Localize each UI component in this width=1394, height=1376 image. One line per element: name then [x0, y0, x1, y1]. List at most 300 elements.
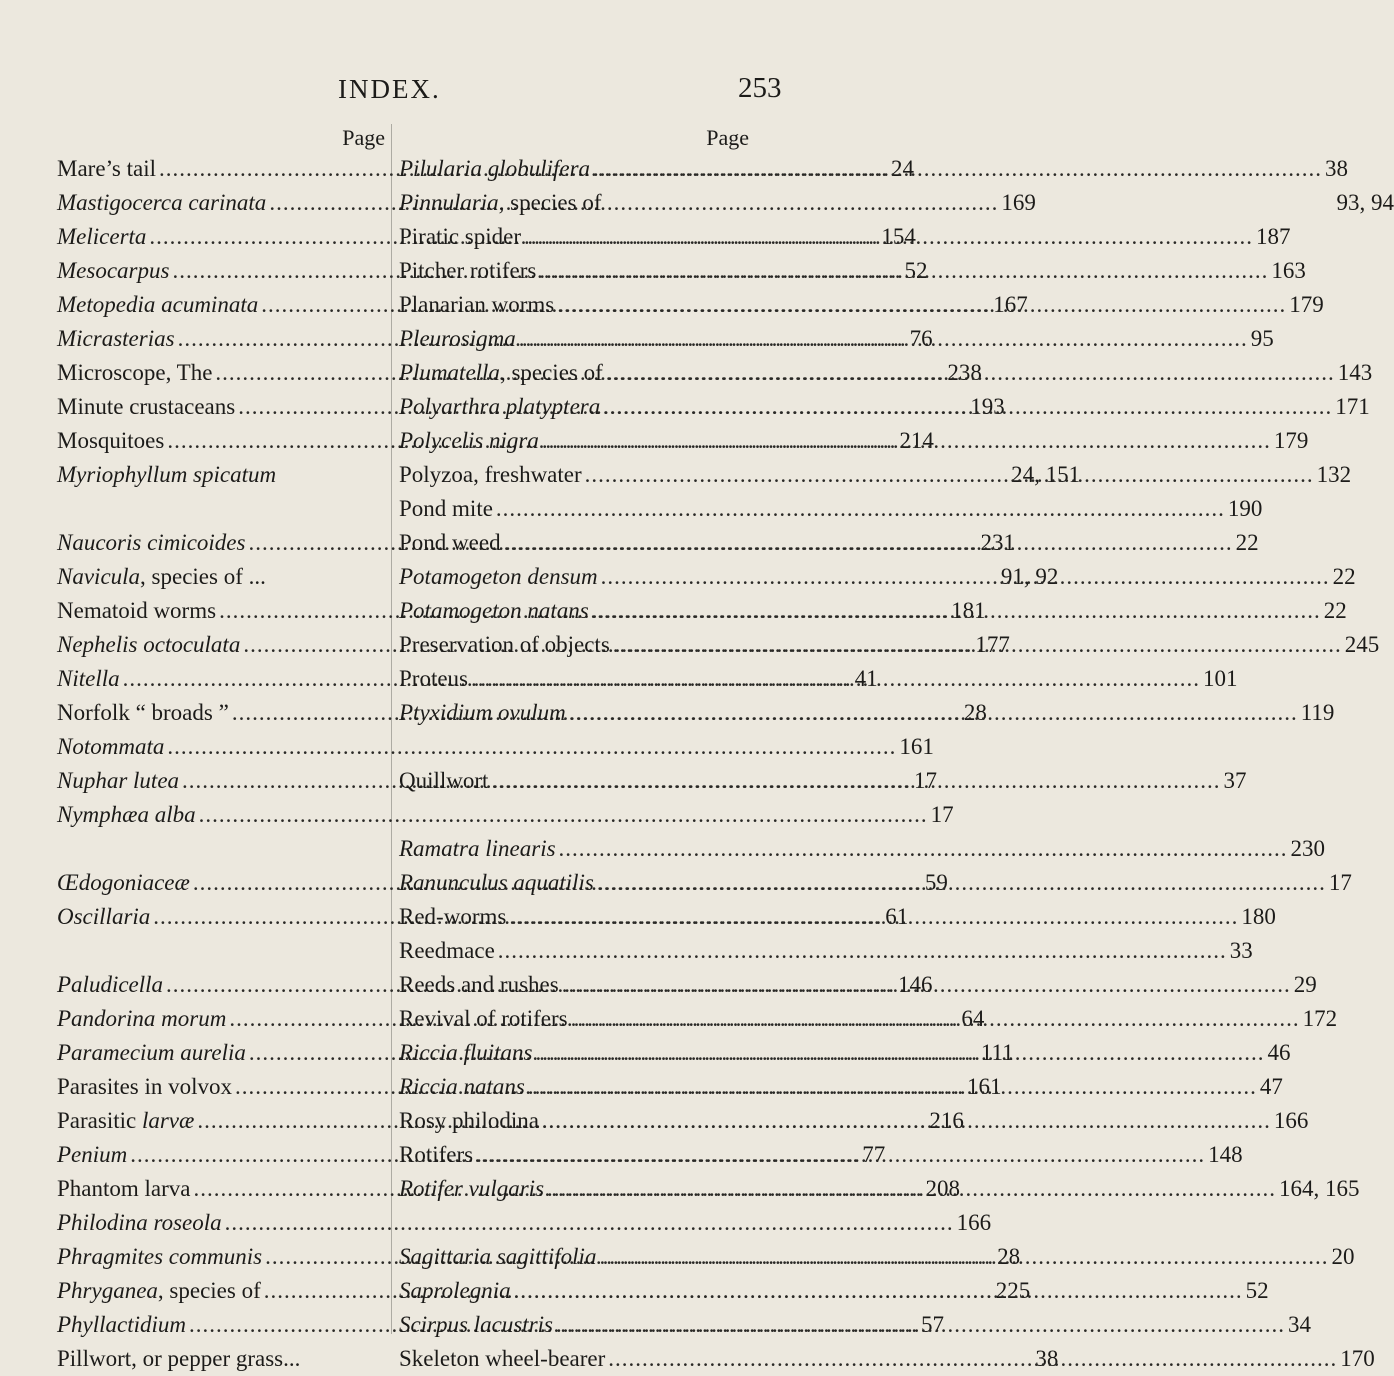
term-italic-text: Pinnularia — [399, 190, 499, 215]
index-entry — [57, 424, 385, 458]
term-italic-text: Micrasterias — [57, 326, 175, 351]
entry-term — [57, 1240, 262, 1274]
index-entry — [57, 1240, 385, 1274]
entry-term — [399, 288, 554, 322]
entry-page-number: 111 — [981, 1036, 1014, 1070]
leader-dots — [597, 866, 1326, 900]
entry-term — [57, 322, 175, 356]
entry-page-number: 214 — [899, 424, 934, 458]
entry-term — [57, 458, 276, 492]
index-entry — [57, 968, 385, 1002]
term-italic-text: Paludicella — [57, 972, 163, 997]
term-italic-text: Naucoris cimicoides — [57, 530, 245, 555]
index-entry — [399, 594, 749, 628]
entry-term — [57, 662, 120, 696]
term-text: Pond weed — [399, 530, 501, 555]
entry-page-number: 154 — [881, 220, 916, 254]
term-italic-text: Scirpus lacustris — [399, 1312, 553, 1337]
entry-term — [399, 458, 582, 492]
term-italic-text: Nephelis octoculata — [57, 632, 240, 657]
term-text: Piratic spider — [399, 224, 521, 249]
term-text: Reeds and rushes — [399, 972, 559, 997]
entry-term — [57, 356, 212, 390]
entry-page-number: 143 — [1338, 356, 1373, 390]
leader-dots — [496, 492, 1225, 526]
term-text: Reedmace — [399, 938, 495, 963]
index-entry — [399, 628, 749, 662]
entry-page-number: 38 — [1035, 1342, 1058, 1376]
entry-term — [57, 1070, 232, 1104]
term-italic-text: Nymphæa alba — [57, 802, 196, 827]
index-entry — [399, 662, 749, 696]
entry-page-number: 95 — [1251, 322, 1274, 356]
term-text: Nematoid worms — [57, 598, 216, 623]
index-entry — [399, 152, 749, 186]
entry-term — [57, 254, 169, 288]
entry-term — [57, 1172, 191, 1206]
entry-page-number: 245 — [1345, 628, 1380, 662]
index-entry — [57, 798, 385, 832]
term-text: Rosy philodina — [399, 1108, 539, 1133]
index-entry — [57, 764, 385, 798]
index-entry — [399, 900, 749, 934]
index-entry — [57, 220, 385, 254]
index-entry — [399, 288, 749, 322]
entry-page-number: 47 — [1260, 1070, 1283, 1104]
index-entry — [399, 356, 749, 390]
index-entry — [399, 492, 749, 526]
entry-page-number: 238 — [947, 356, 982, 390]
entry-term — [399, 492, 493, 526]
index-entry — [399, 322, 749, 356]
entry-page-number: 177 — [975, 628, 1010, 662]
index-entry — [57, 390, 385, 424]
index-entry — [57, 696, 385, 730]
entry-term — [399, 662, 468, 696]
leader-dots — [585, 458, 1314, 492]
index-entry — [57, 900, 385, 934]
index-entry — [399, 1104, 749, 1138]
leader-dots — [528, 1070, 1257, 1104]
term-italic-text: Mesocarpus — [57, 258, 169, 283]
index-entry — [57, 560, 385, 594]
entry-page-number: 180 — [1241, 900, 1276, 934]
leader-dots — [599, 1240, 1328, 1274]
term-text: Rotifers — [399, 1142, 473, 1167]
entry-term — [399, 254, 536, 288]
leader-dots — [476, 1138, 1205, 1172]
entry-page-number: 161 — [967, 1070, 1002, 1104]
term-italic-text: Potamogeton natans — [399, 598, 589, 623]
index-entry — [57, 458, 385, 492]
entry-term — [399, 968, 559, 1002]
entry-term — [57, 1036, 246, 1070]
entry-term — [399, 1070, 525, 1104]
entry-list — [57, 152, 385, 1376]
index-entry — [57, 1206, 385, 1240]
entry-term — [399, 152, 590, 186]
index-entry — [57, 1274, 385, 1308]
index-entry — [57, 288, 385, 322]
term-italic-text: Notommata — [57, 734, 164, 759]
index-entry — [57, 322, 385, 356]
entry-page-number: 33 — [1230, 934, 1253, 968]
leader-dots — [524, 220, 1253, 254]
entry-term — [57, 152, 156, 186]
index-entry — [399, 1138, 749, 1172]
term-italic-text: Polycelis nigra — [399, 428, 539, 453]
leader-dots — [569, 696, 1298, 730]
term-italic-text: Paramecium aurelia — [57, 1040, 246, 1065]
entry-page-number: 93, 94 — [1337, 186, 1394, 220]
entry-term — [399, 696, 566, 730]
term-italic-text: Phyllactidium — [57, 1312, 186, 1337]
entry-page-number: 17 — [914, 764, 937, 798]
entry-term — [57, 1342, 300, 1376]
entry-term — [399, 1036, 533, 1070]
entry-page-number: 171 — [1335, 390, 1370, 424]
entry-term — [399, 1274, 511, 1308]
entry-page-number: 46 — [1268, 1036, 1291, 1070]
entry-term — [57, 1274, 261, 1308]
index-entry — [399, 220, 749, 254]
entry-page-number: 132 — [1317, 458, 1352, 492]
index-entry — [57, 1308, 385, 1342]
term-italic-text: Pilularia globulifera — [399, 156, 590, 181]
entry-term — [399, 900, 506, 934]
leader-dots — [542, 1104, 1271, 1138]
entry-page-number: 24, 151 — [1011, 458, 1080, 492]
leader-dots — [562, 968, 1291, 1002]
entry-list — [399, 152, 749, 1376]
entry-page-number: 166 — [1274, 1104, 1309, 1138]
index-entry — [399, 1274, 749, 1308]
entry-page-number: 231 — [980, 526, 1015, 560]
term-italic-text: Œdogoniaceæ — [57, 870, 190, 895]
entry-page-number: 29 — [1294, 968, 1317, 1002]
entry-page-number: 52 — [1246, 1274, 1269, 1308]
leader-dots — [542, 424, 1271, 458]
entry-term — [57, 1206, 222, 1240]
entry-term — [399, 322, 516, 356]
page-number: 253 — [738, 72, 782, 105]
term-italic-text: Pleurosigma — [399, 326, 516, 351]
leader-dots — [592, 594, 1321, 628]
leader-dots — [536, 1036, 1265, 1070]
entry-term — [399, 356, 603, 390]
term-text: Planarian worms — [399, 292, 554, 317]
entry-page-number: 119 — [1301, 696, 1335, 730]
leader-dots — [509, 900, 1238, 934]
entry-term — [399, 220, 521, 254]
leader-dots — [471, 662, 1200, 696]
index-entry — [399, 764, 749, 798]
leader-dots — [557, 288, 1286, 322]
term-italic-text: Myriophyllum spicatum — [57, 462, 276, 487]
entry-page-number: 57 — [921, 1308, 944, 1342]
entry-term — [57, 730, 164, 764]
term-italic-text: Plumatella — [399, 360, 500, 385]
term-italic-text: larvæ — [142, 1108, 194, 1133]
entry-page-number: 28 — [964, 696, 987, 730]
entry-page-number: 22 — [1333, 560, 1356, 594]
entry-page-number: 24 — [891, 152, 914, 186]
term-text: Mosquitoes — [57, 428, 164, 453]
entry-term — [399, 866, 594, 900]
entry-page-number: 101 — [1203, 662, 1238, 696]
term-italic-text: Ptyxidium ovulum — [399, 700, 566, 725]
term-italic-text: Pandorina morum — [57, 1006, 226, 1031]
term-italic-text: Phragmites communis — [57, 1244, 262, 1269]
entry-page-number: 148 — [1208, 1138, 1243, 1172]
entry-term — [57, 696, 229, 730]
term-text: , species of — [500, 360, 603, 385]
entry-page-number: 166 — [957, 1206, 992, 1240]
leader-dots — [539, 254, 1268, 288]
leader-dots — [593, 152, 1322, 186]
term-italic-text: Mastigocerca carinata — [57, 190, 266, 215]
entry-page-number: 34 — [1288, 1308, 1311, 1342]
entry-term — [399, 1308, 553, 1342]
entry-page-number: 52 — [904, 254, 927, 288]
entry-term — [399, 764, 488, 798]
leader-dots — [519, 322, 1248, 356]
index-entry — [57, 1002, 385, 1036]
entry-term — [57, 220, 146, 254]
leader-dots — [608, 1342, 1337, 1376]
entry-term — [399, 1002, 568, 1036]
index-entry — [399, 934, 749, 968]
leader-dots — [556, 1308, 1285, 1342]
term-italic-text: Metopedia acuminata — [57, 292, 258, 317]
term-text: Minute crustaceans — [57, 394, 235, 419]
entry-term — [57, 1138, 127, 1172]
index-entry — [57, 1036, 385, 1070]
index-entry — [57, 628, 385, 662]
entry-term — [399, 1240, 596, 1274]
entry-page-number: 76 — [910, 322, 933, 356]
index-entry — [57, 1342, 385, 1376]
entry-page-number: 22 — [1324, 594, 1347, 628]
entry-page-number: 20 — [1331, 1240, 1354, 1274]
entry-term — [57, 968, 163, 1002]
term-text: Polyzoa, freshwater — [399, 462, 582, 487]
entry-page-number: 170 — [1340, 1342, 1375, 1376]
entry-term — [57, 288, 258, 322]
entry-term — [399, 1172, 544, 1206]
entry-page-number: 187 — [1256, 220, 1291, 254]
entry-term — [57, 866, 190, 900]
entry-term — [57, 594, 216, 628]
leader-dots — [559, 832, 1288, 866]
term-italic-text: Polyarthra platyptera — [399, 394, 600, 419]
index-entry — [399, 968, 749, 1002]
entry-page-number: 161 — [899, 730, 934, 764]
entry-page-number: 28 — [997, 1240, 1020, 1274]
term-text: Proteus — [399, 666, 468, 691]
entry-page-number: 225 — [996, 1274, 1031, 1308]
term-italic-text: Nuphar lutea — [57, 768, 179, 793]
entry-page-number: 37 — [1223, 764, 1246, 798]
entry-term — [399, 1138, 473, 1172]
entry-term — [399, 526, 501, 560]
entry-page-number: 17 — [931, 798, 954, 832]
entry-term — [399, 390, 600, 424]
index-entry — [57, 730, 385, 764]
term-text: Pitcher rotifers — [399, 258, 536, 283]
index-entry — [399, 1172, 749, 1206]
term-text: Pillwort, or pepper grass... — [57, 1346, 300, 1371]
term-italic-text: Sagittaria sagittifolia — [399, 1244, 596, 1269]
leader-dots — [613, 628, 1342, 662]
term-text: Parasitic — [57, 1108, 142, 1133]
index-entry — [399, 186, 749, 220]
entry-term — [57, 798, 196, 832]
term-italic-text: Saprolegnia — [399, 1278, 511, 1303]
entry-term — [399, 934, 495, 968]
index-entry — [399, 1036, 749, 1070]
index-entry — [399, 424, 749, 458]
entry-term — [399, 1342, 605, 1376]
entry-page-number: 77 — [862, 1138, 885, 1172]
term-italic-text: Ranunculus aquatilis — [399, 870, 594, 895]
index-entry — [399, 458, 749, 492]
index-entry — [399, 832, 749, 866]
term-italic-text: Penium — [57, 1142, 127, 1167]
entry-term — [57, 1308, 186, 1342]
index-entry — [57, 662, 385, 696]
page-header — [0, 74, 801, 114]
index-column-left — [57, 124, 385, 1376]
entry-page-number: 146 — [898, 968, 933, 1002]
term-italic-text: Melicerta — [57, 224, 146, 249]
term-text: , species of — [499, 190, 602, 215]
entry-page-number: 230 — [1291, 832, 1326, 866]
entry-term — [399, 424, 539, 458]
leader-dots — [603, 390, 1332, 424]
index-entry — [57, 1138, 385, 1172]
entry-term — [57, 424, 164, 458]
index-entry — [57, 186, 385, 220]
term-text: Red-worms — [399, 904, 506, 929]
entry-page-number: 169 — [1001, 186, 1036, 220]
term-italic-text: Navicula — [57, 564, 140, 589]
entry-term — [57, 390, 235, 424]
term-text: Preservation of objects — [399, 632, 610, 657]
index-entry — [399, 1342, 749, 1376]
index-entry — [57, 1070, 385, 1104]
entry-page-number: 216 — [929, 1104, 964, 1138]
entry-page-number: 172 — [1303, 1002, 1338, 1036]
page-column-heading: Page — [399, 124, 749, 152]
index-title: INDEX. — [338, 74, 441, 105]
term-italic-text: Phryganea — [57, 1278, 158, 1303]
term-italic-text: Nitella — [57, 666, 120, 691]
entry-page-number: 163 — [1271, 254, 1306, 288]
entry-page-number: 190 — [1228, 492, 1263, 526]
leader-dots — [547, 1172, 1276, 1206]
entry-term — [399, 1104, 539, 1138]
term-italic-text: Riccia natans — [399, 1074, 525, 1099]
entry-term — [399, 186, 602, 220]
entry-page-number: 38 — [1325, 152, 1348, 186]
entry-page-number: 91, 92 — [1001, 560, 1059, 594]
term-text: Phantom larva — [57, 1176, 191, 1201]
term-italic-text: Ramatra linearis — [399, 836, 556, 861]
leader-dots — [601, 560, 1330, 594]
leader-dots — [498, 934, 1227, 968]
term-text: Norfolk “ broads ” — [57, 700, 229, 725]
entry-page-number: 164, 165 — [1279, 1172, 1360, 1206]
term-text: , species of — [158, 1278, 261, 1303]
entry-term — [57, 526, 245, 560]
entry-page-number: 167 — [993, 288, 1028, 322]
index-entry — [399, 254, 749, 288]
entry-page-number: 61 — [885, 900, 908, 934]
index-entry — [399, 560, 749, 594]
term-italic-text: Potamogeton densum — [399, 564, 598, 589]
entry-term — [57, 628, 240, 662]
term-italic-text: Rotifer vulgaris — [399, 1176, 544, 1201]
index-entry — [57, 1104, 385, 1138]
term-italic-text: Riccia fluitans — [399, 1040, 533, 1065]
index-entry — [399, 866, 749, 900]
entry-page-number: 181 — [951, 594, 986, 628]
entry-term — [399, 560, 598, 594]
entry-page-number: 41 — [855, 662, 878, 696]
entry-term — [57, 1104, 194, 1138]
index-entry — [399, 526, 749, 560]
index-entry — [399, 1070, 749, 1104]
entry-term — [57, 1002, 226, 1036]
term-text: Revival of rotifers — [399, 1006, 568, 1031]
term-text: Quillwort — [399, 768, 488, 793]
entry-page-number: 193 — [970, 390, 1005, 424]
entry-page-number: 64 — [961, 1002, 984, 1036]
index-entry — [57, 1172, 385, 1206]
term-text: Parasites in volvox — [57, 1074, 232, 1099]
index-entry — [57, 356, 385, 390]
entry-term — [399, 832, 556, 866]
term-text: Pond mite — [399, 496, 493, 521]
entry-page-number: 59 — [925, 866, 948, 900]
leader-dots — [514, 1274, 1243, 1308]
index-entry — [57, 594, 385, 628]
leader-dots — [571, 1002, 1300, 1036]
index-entry — [57, 866, 385, 900]
index-entry — [57, 526, 385, 560]
term-text: , species of ... — [140, 564, 266, 589]
leader-dots — [491, 764, 1220, 798]
index-entry — [57, 254, 385, 288]
entry-page-number: 179 — [1274, 424, 1309, 458]
entry-term — [399, 628, 610, 662]
index-entry — [399, 390, 749, 424]
index-column-right — [399, 124, 749, 1376]
index-entry — [399, 696, 749, 730]
term-italic-text: Oscillaria — [57, 904, 150, 929]
entry-page-number: 179 — [1289, 288, 1324, 322]
entry-page-number: 22 — [1236, 526, 1259, 560]
entry-page-number: 17 — [1329, 866, 1352, 900]
entry-term — [57, 900, 150, 934]
entry-term — [399, 594, 589, 628]
entry-term — [57, 560, 266, 594]
page-column-heading: Page — [57, 124, 385, 152]
term-text: Skeleton wheel-bearer — [399, 1346, 605, 1371]
index-entry — [399, 1308, 749, 1342]
leader-dots — [606, 356, 1335, 390]
